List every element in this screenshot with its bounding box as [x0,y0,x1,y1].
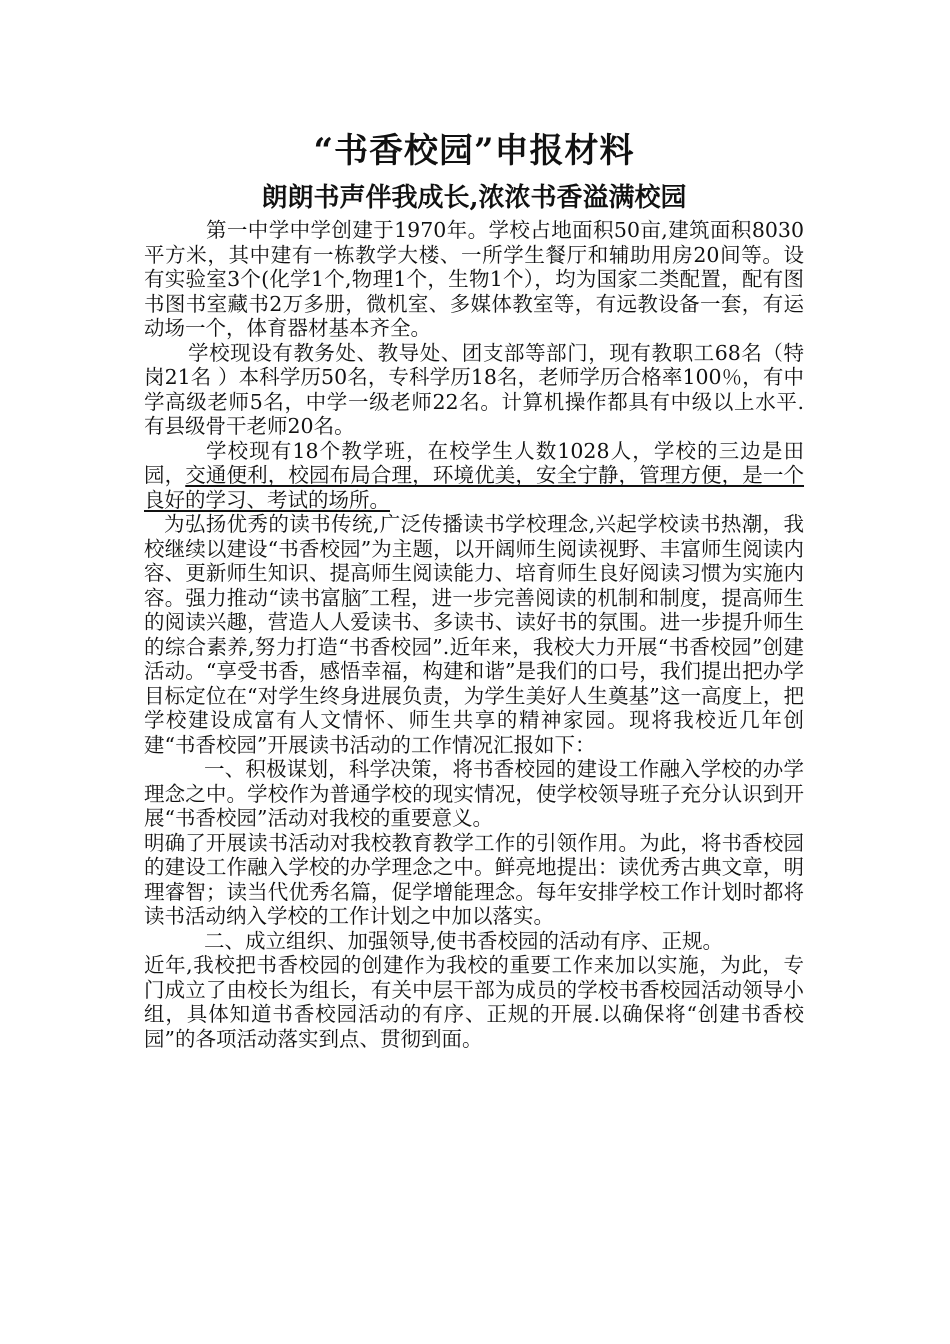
paragraph-section-two-cont: 近年,我校把书香校园的创建作为我校的重要工作来加以实施，为此，专门成立了由校长为组长，有关中层干部为成员的学校书香校园活动领导小组，具体知道书香校园活动的有序、正规的开展.以确保将“创建书香校园”的各项活动落实到点、贯彻到面。 [144,953,804,1051]
paragraph-students-underlined: 交通便利，校园布局合理，环境优美，安全宁静，管理方便，是一个良好的学习、考试的场所。 [144,463,805,512]
paragraph-section-one-cont: 明确了开展读书活动对我校教育教学工作的引领作用。为此，将书香校园的建设工作融入学校的办学理念之中。鲜亮地提出：读优秀古典文章，明理睿智；读当代优秀名篇，促学增能理念。每年安排学校工作计划时都将读书活动纳入学校的工作计划之中加以落实。 [144,830,804,928]
paragraph-reading-campaign: 为弘扬优秀的读书传统,广泛传播读书学校理念,兴起学校读书热潮，我校继续以建设“书香校园”为主题，以开阔师生阅读视野、丰富师生阅读内容、更新师生知识、提高师生阅读能力、培育师生良好阅读习惯为实施内容。强力推动“读书富脑″工程，进一步完善阅读的机制和制度，提高师生的阅读兴趣，营造人人爱读书、多读书、读好书的氛围。进一步提升师生的综合素养,努力打造“书香校园”.近年来，我校大力开展“书香校园”创建活动。“享受书香，感悟幸福，构建和谐”是我们的口号，我们提出把办学目标定位在“对学生终身进展负责，为学生美好人生奠基”这一高度上，把学校建设成富有人文情怀、师生共享的精神家园。现将我校近几年创建“书香校园”开展读书活动的工作情况汇报如下： [144,512,804,757]
document-page [144,126,804,1051]
paragraph-students [144,439,804,513]
paragraph-school-overview: 第一中学中学创建于1970年。学校占地面积50亩,建筑面积8030平方米，其中建有一栋教学大楼、一所学生餐厅和辅助用房20间等。设有实验室3个(化学1个,物理1个，生物1个），均为国家二类配置，配有图书图书室藏书2万多册，微机室、多媒体教室等，有远教设备一套，有运动场一个，体育器材基本齐全。 [144,218,804,340]
paragraph-section-one: 一、积极谋划，科学决策，将书香校园的建设工作融入学校的办学理念之中。学校作为普通学校的现实情况，使学校领导班子充分认识到开展“书香校园”活动对我校的重要意义。 [144,757,804,830]
paragraph-section-two: 二、成立组织、加强领导,使书香校园的活动有序、正规。 [204,928,724,953]
paragraph-staff: 学校现设有教务处、教导处、团支部等部门，现有教职工68名（特岗21名 ）本科学历50名，专科学历18名，老师学历合格率100％，有中学高级老师5名，中学一级老师22名。计算机操作都具有中级以上水平.有县级骨干老师20名。 [144,340,804,438]
document-subtitle: 朗朗书声伴我成长,浓浓书香溢满校园 [261,183,687,213]
paragraph-students-text: 学校现有18个教学班，在校学生人数1028人，学校的三边是田园， [144,438,804,487]
document-title: “书香校园”申报材料 [313,131,635,171]
